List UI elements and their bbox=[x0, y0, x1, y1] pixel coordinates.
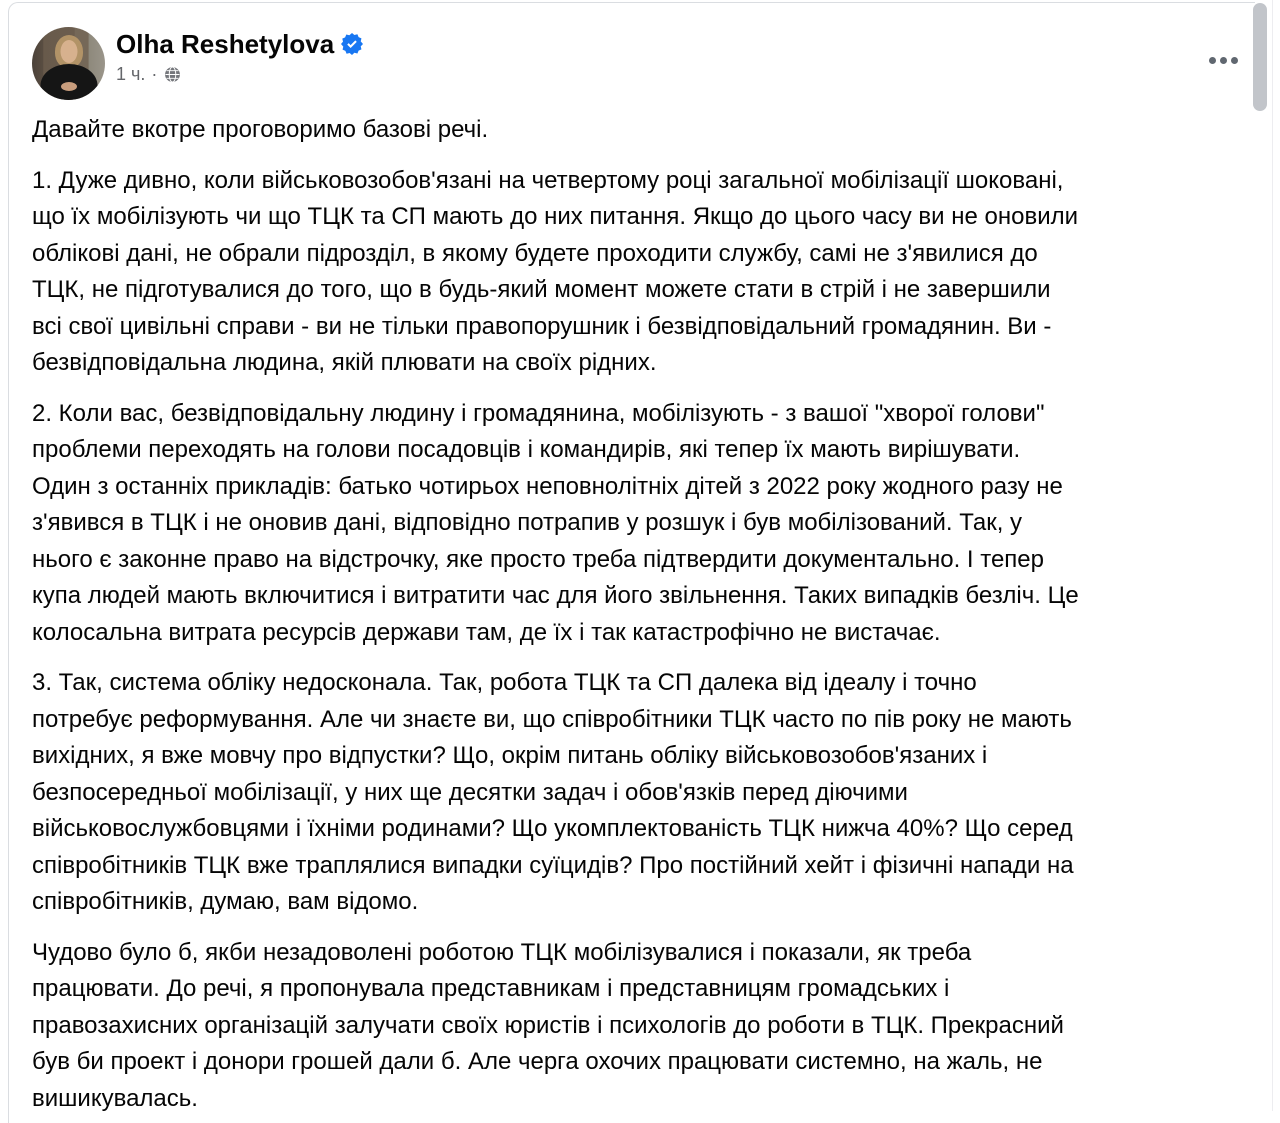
verified-badge-icon bbox=[341, 33, 363, 55]
more-options-button[interactable] bbox=[1205, 53, 1242, 68]
post-line: потребує реформування. Але чи знаєте ви, що співробітники ТЦК часто по пів року не мають bbox=[32, 705, 1072, 733]
post-card bbox=[8, 2, 1255, 1123]
post-line: військовослужбовцями і їхніми родинами? Що укомплектованість ТЦК нижча 40%? Що серед bbox=[32, 815, 1073, 842]
post-line: проблеми переходять на голови посадовців і командирів, які тепер їх мають вирішувати. bbox=[32, 436, 1021, 463]
post-line: нього є законне право на відстрочку, яке просто треба підтвердити документально. І тепер bbox=[32, 545, 1044, 573]
post-line: 2. Коли вас, безвідповідальну людину і громадянина, мобілізують - з вашої "хворої голови" bbox=[32, 399, 1045, 427]
post-paragraph bbox=[32, 665, 1243, 921]
three-dots-icon bbox=[1220, 57, 1227, 64]
post-line: працювати. До речі, я пропонувала представникам і представницям громадських і bbox=[32, 975, 950, 1002]
author-name[interactable]: Olha Reshetylova bbox=[116, 29, 335, 59]
post-header bbox=[9, 3, 1255, 100]
name-row bbox=[116, 29, 363, 59]
post-line: Давайте вкотре проговоримо базові речі. bbox=[32, 116, 489, 143]
post-line: 1. Дуже дивно, коли військовозобов'язані на четвертому році загальної мобілізації шоковані, bbox=[32, 166, 1064, 194]
post-line: купа людей мають включитися і витратити час для його звільнення. Таких випадків безліч. Це bbox=[32, 582, 1079, 609]
post-paragraph bbox=[32, 112, 1243, 149]
post-line: співробітників ТЦК вже траплялися випадки суїцидів? Про постійний хейт і фізичні напади на bbox=[32, 851, 1074, 879]
post-line: облікові дані, не обрали підрозділ, в якому будете проходити службу, самі не з'явилися до bbox=[32, 239, 1038, 267]
header-text bbox=[116, 27, 363, 100]
post-line: вишикувалась. bbox=[32, 1084, 198, 1112]
post-line: був би проект і донори грошей дали б. Але черга охочих працювати системно, на жаль, не bbox=[32, 1048, 1043, 1075]
three-dots-icon bbox=[1209, 57, 1216, 64]
post-line: правозахисних організацій залучати своїх юристів і психологів до роботи в ТЦК. Прекрасний bbox=[32, 1011, 1064, 1039]
post-line: вихідних, я вже мовчу про відпустки? Що, окрім питань обліку військовозобов'язаних і bbox=[32, 742, 988, 769]
post-line: 3. Так, система обліку недосконала. Так, робота ТЦК та СП далека від ідеалу і точно bbox=[32, 669, 977, 696]
post-line: всі свої цивільні справи - ви не тільки правопорушник і безвідповідальний громадянин. Ви - bbox=[32, 312, 1052, 340]
window-edge bbox=[1272, 0, 1273, 1111]
post-line: ТЦК, не підготувалися до того, що в будь-який момент можете стати в стрій і не завершили bbox=[32, 276, 1051, 303]
avatar-face bbox=[60, 40, 77, 63]
timestamp[interactable]: 1 ч. bbox=[116, 64, 146, 84]
post-line: з'явився в ТЦК і не оновив дані, відповідно потрапив у розшук і був мобілізований. Так, у bbox=[32, 509, 1023, 536]
post-meta bbox=[116, 64, 363, 84]
scrollbar-thumb[interactable] bbox=[1253, 3, 1267, 111]
three-dots-icon bbox=[1231, 57, 1238, 64]
post-line: що їх мобілізують чи що ТЦК та СП мають до них питання. Якщо до цього часу ви не оновили bbox=[32, 203, 1079, 230]
avatar-hands bbox=[61, 82, 77, 91]
post-paragraph bbox=[32, 935, 1243, 1118]
post-line: Чудово було б, якби незадоволені роботою ТЦК мобілізувалися і показали, як треба bbox=[32, 938, 972, 966]
post-paragraph bbox=[32, 396, 1243, 652]
post-line: Один з останніх прикладів: батько чотирьох неповнолітніх дітей з 2022 року жодного разу не bbox=[32, 472, 1063, 500]
post-line: безпосередньої мобілізації, у них ще десятки задач і обов'язків перед діючими bbox=[32, 778, 908, 806]
post-line: безвідповідальна людина, якій плювати на своїх рідних. bbox=[32, 349, 657, 376]
avatar[interactable] bbox=[32, 27, 105, 100]
meta-separator: · bbox=[151, 64, 158, 84]
post-text bbox=[9, 100, 1255, 1117]
globe-icon bbox=[164, 66, 181, 83]
post-paragraph bbox=[32, 163, 1243, 382]
post-line: колосальна витрата ресурсів держави там, де їх і так катастрофічно не вистачає. bbox=[32, 618, 941, 646]
post-line: співробітників, думаю, вам відомо. bbox=[32, 888, 419, 915]
